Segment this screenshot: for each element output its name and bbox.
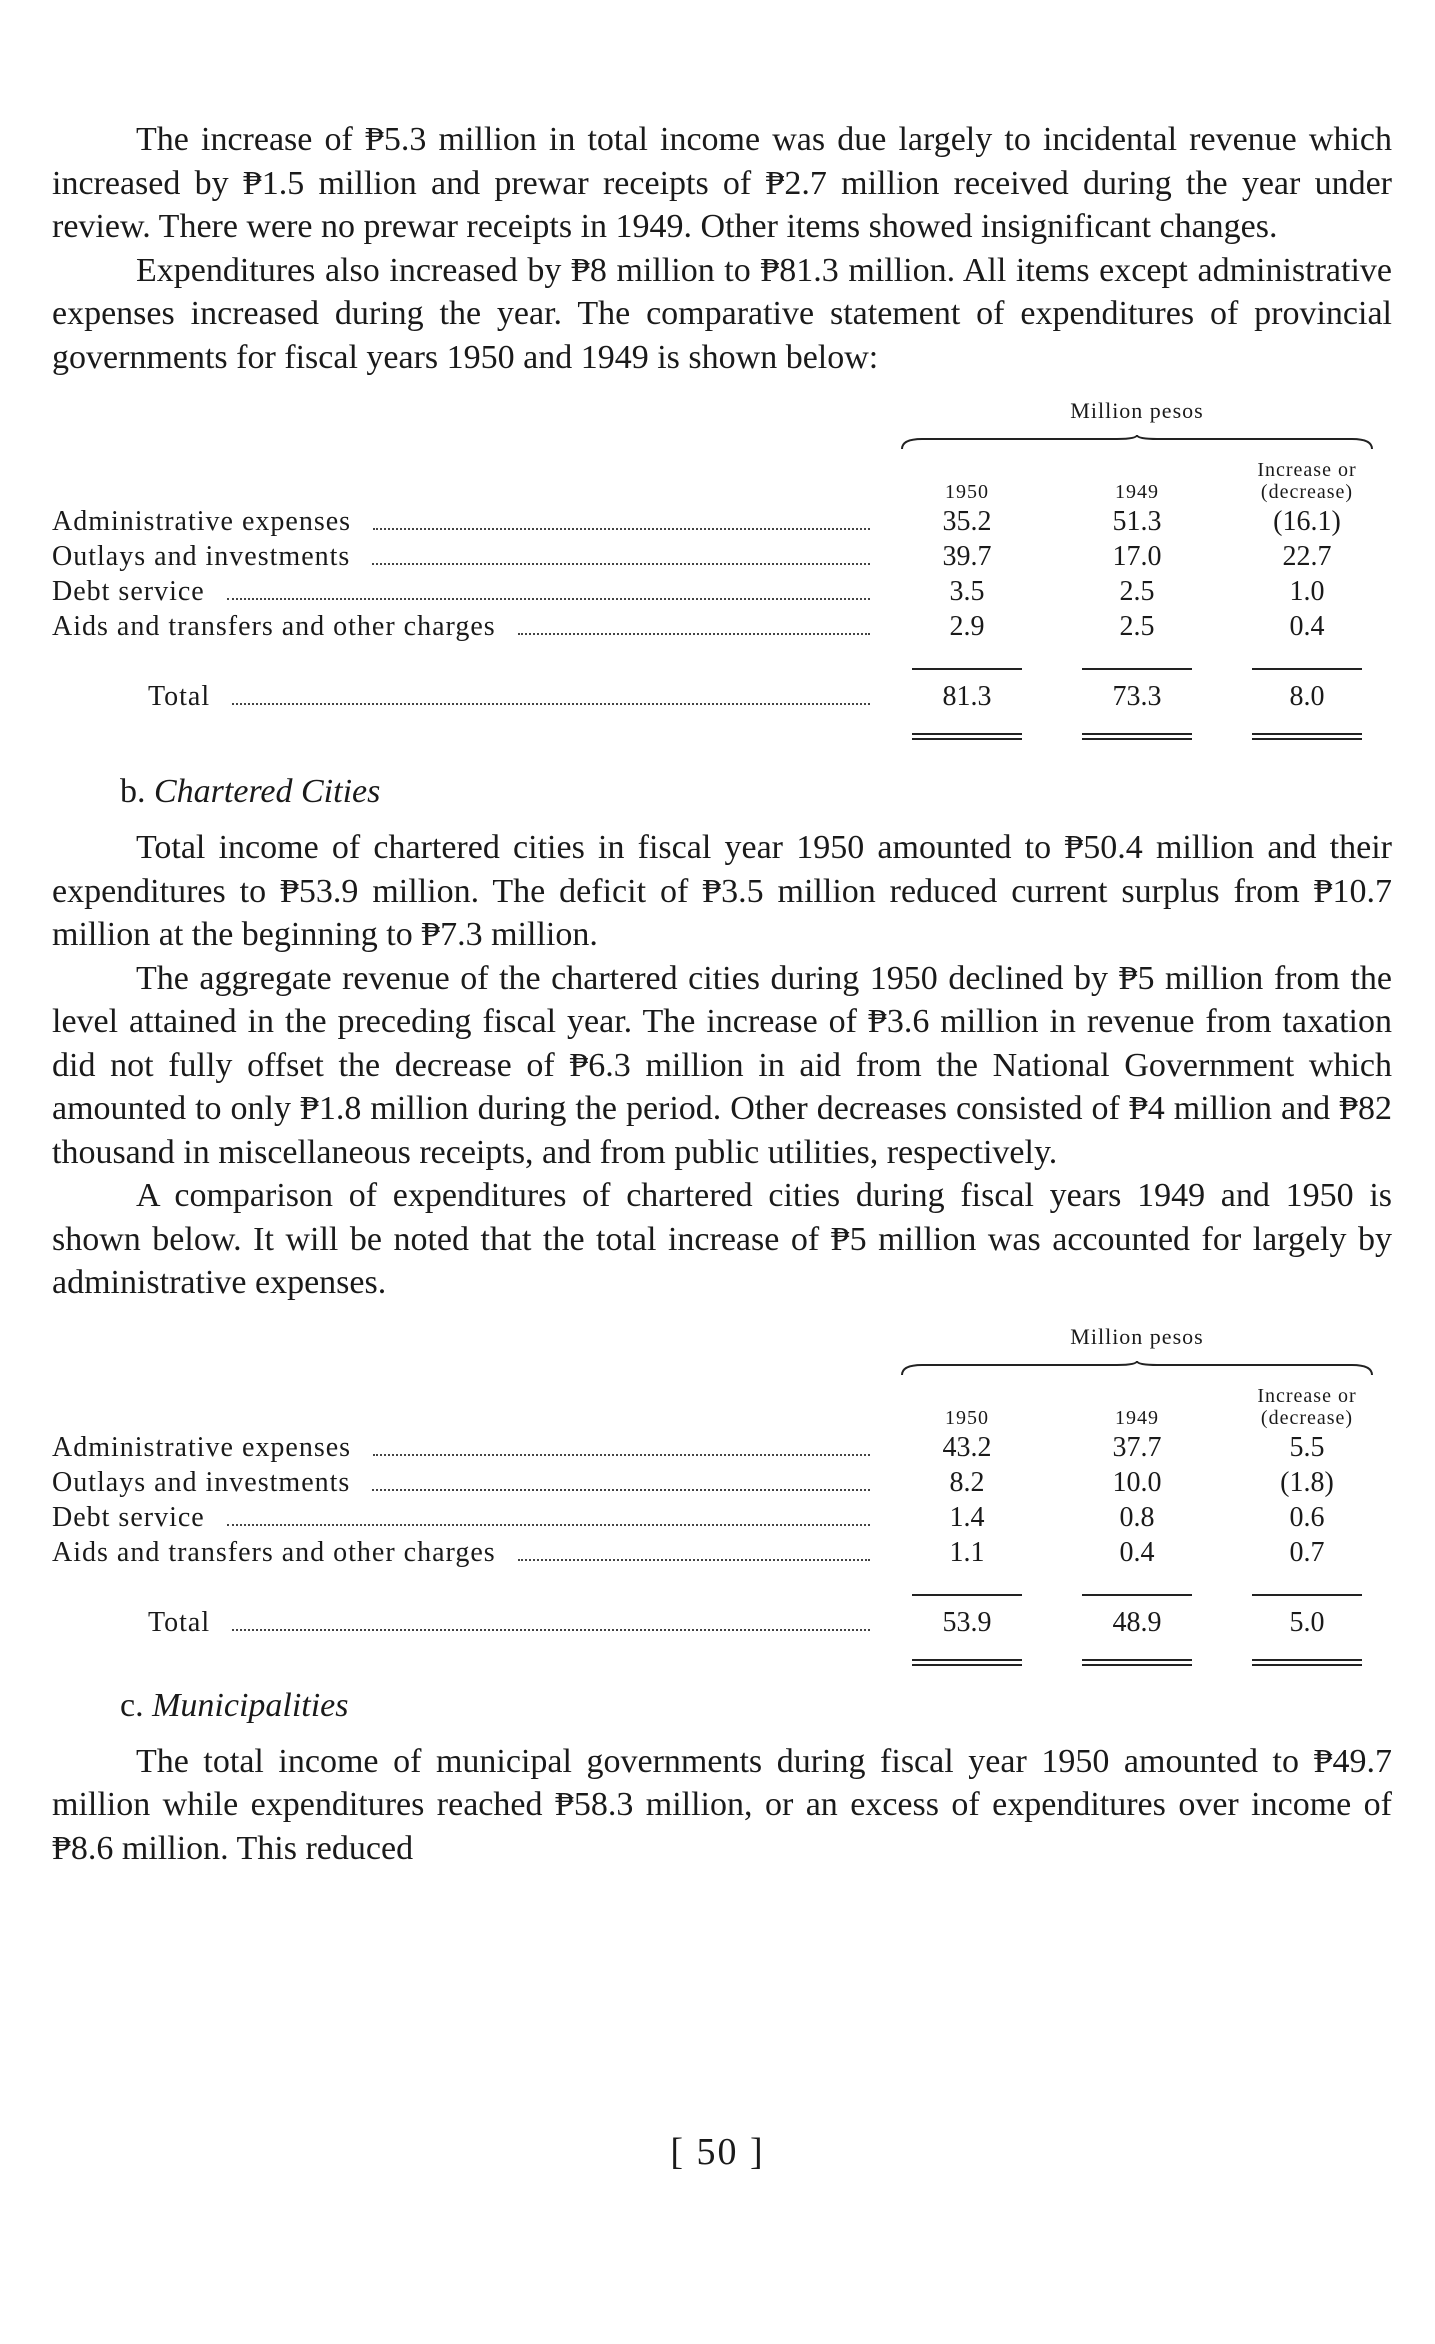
double-rule <box>1252 733 1362 740</box>
section-title: Chartered Cities <box>154 773 381 810</box>
value-change: 1.0 <box>1289 576 1325 607</box>
value-change: 0.6 <box>1289 1501 1325 1533</box>
paragraph: Total income of chartered cities in fiscal year 1950 amounted to ₱50.4 million and their expenditures to ₱53.9 million. The deficit of ₱3.5 million reduced current surplus from ₱10.7 million at the beginning to ₱7.3 million. <box>52 829 1392 953</box>
column-header-1950: 1950 <box>945 1406 989 1429</box>
total-row <box>52 678 1392 713</box>
subtotal-rule <box>912 1594 1022 1596</box>
value-1949: 0.8 <box>1119 1501 1155 1533</box>
value-1950: 35.2 <box>942 506 992 537</box>
column-header-change-line1: Increase or <box>1257 1384 1357 1407</box>
column-header-change-line2: (decrease) <box>1260 481 1354 503</box>
table-row <box>52 503 1392 538</box>
value-change: (16.1) <box>1273 506 1341 537</box>
section-letter: b. <box>120 773 146 810</box>
value-1950: 3.5 <box>949 576 985 607</box>
table-caption: Million pesos <box>1070 398 1204 423</box>
table-row <box>52 538 1392 573</box>
column-header-1949: 1949 <box>1115 1406 1159 1429</box>
double-rule <box>912 733 1022 740</box>
total-1949: 73.3 <box>1112 681 1162 712</box>
table-row <box>52 1534 1392 1569</box>
row-label: Administrative expenses <box>52 1432 361 1464</box>
row-label: Administrative expenses <box>52 506 361 538</box>
paragraph: The aggregate revenue of the chartered cities during 1950 declined by ₱5 million from the level attained in the preceding fiscal year. The increase of ₱3.6 million in revenue from taxation did not fully offset the decrease of ₱6.3 million in aid from the National Government which amounted to only ₱1.8 million during the period. Other decreases consisted of ₱4 million and ₱82 thousand in miscellaneous receipts, and from public utilities, respectively. <box>52 959 1392 1171</box>
provincial-expenditures-table <box>52 389 1392 748</box>
value-1949: 17.0 <box>1112 541 1162 572</box>
total-1950: 53.9 <box>942 1606 992 1638</box>
paragraph: The increase of ₱5.3 million in total income was due largely to incidental revenue which increased by ₱1.5 million and prewar receipts of ₱2.7 million received during the year under review. There were no prewar receipts in 1949. Other items showed insignificant changes. <box>52 121 1392 245</box>
subtotal-rule <box>1082 1594 1192 1596</box>
total-1950: 81.3 <box>942 681 992 712</box>
double-rule <box>912 1659 1022 1666</box>
column-brace <box>882 1350 1392 1385</box>
section-letter: c. <box>120 1686 144 1724</box>
row-label: Outlays and investments <box>52 1467 360 1499</box>
value-1949: 2.5 <box>1119 611 1155 642</box>
value-change: (1.8) <box>1280 1466 1334 1498</box>
paragraph: A comparison of expenditures of chartered cities during fiscal years 1949 and 1950 is shown below. It will be noted that the total increase of ₱5 million was accounted for largely by administrative expenses. <box>52 1177 1392 1301</box>
page-number: [ 50 ] <box>670 2131 765 2173</box>
section-heading-b <box>120 770 1392 814</box>
value-change: 22.7 <box>1282 541 1332 572</box>
total-change: 5.0 <box>1289 1606 1325 1638</box>
table-row <box>52 608 1392 643</box>
chartered-cities-expenditures-table <box>52 1315 1392 1674</box>
page-body <box>52 118 1392 1870</box>
column-header-1949: 1949 <box>1115 481 1159 503</box>
row-label: Aids and transfers and other charges <box>52 1537 506 1569</box>
value-change: 5.5 <box>1289 1431 1325 1463</box>
table-caption: Million pesos <box>1070 1323 1204 1349</box>
double-rule <box>1082 733 1192 740</box>
subtotal-rule <box>1082 668 1192 670</box>
value-1949: 51.3 <box>1112 506 1162 537</box>
section-title: Municipalities <box>152 1686 349 1724</box>
section-heading-c <box>120 1684 1392 1728</box>
subtotal-rule <box>1252 668 1362 670</box>
column-header-change <box>1222 1385 1392 1429</box>
table-row <box>52 1464 1392 1499</box>
value-1949: 2.5 <box>1119 576 1155 607</box>
table-row <box>52 1499 1392 1534</box>
column-brace <box>882 424 1392 459</box>
value-1949: 0.4 <box>1119 1536 1155 1568</box>
subtotal-rule <box>912 668 1022 670</box>
double-rule <box>1252 1659 1362 1666</box>
column-header-change-line2: (decrease) <box>1260 1406 1354 1429</box>
value-1950: 1.4 <box>949 1501 985 1533</box>
value-1950: 43.2 <box>942 1431 992 1463</box>
table-row <box>52 1429 1392 1464</box>
value-1949: 10.0 <box>1112 1466 1162 1498</box>
row-label: Debt service <box>52 1502 215 1534</box>
value-1950: 39.7 <box>942 541 992 572</box>
value-1949: 37.7 <box>1112 1431 1162 1463</box>
double-rule <box>1082 1659 1192 1666</box>
total-change: 8.0 <box>1289 681 1325 712</box>
column-header-change <box>1222 459 1392 503</box>
value-change: 0.7 <box>1289 1536 1325 1568</box>
row-label: Aids and transfers and other charges <box>52 611 506 643</box>
total-label: Total <box>148 1607 220 1639</box>
row-label: Debt service <box>52 576 215 608</box>
column-header-1950: 1950 <box>945 481 989 503</box>
column-header-change-line1: Increase or <box>1257 459 1357 481</box>
table-row <box>52 573 1392 608</box>
row-label: Outlays and investments <box>52 541 360 573</box>
subtotal-rule <box>1252 1594 1362 1596</box>
value-1950: 1.1 <box>949 1536 985 1568</box>
value-1950: 2.9 <box>949 611 985 642</box>
total-row <box>52 1604 1392 1639</box>
total-label: Total <box>148 681 220 713</box>
value-change: 0.4 <box>1289 611 1325 642</box>
value-1950: 8.2 <box>949 1466 985 1498</box>
total-1949: 48.9 <box>1112 1606 1162 1638</box>
paragraph: The total income of municipal governments during fiscal year 1950 amounted to ₱49.7 million while expenditures reached ₱58.3 million, or an excess of expenditures over income of ₱8.6 million. This reduced <box>52 1742 1392 1867</box>
paragraph: Expenditures also increased by ₱8 million to ₱81.3 million. All items except administrative expenses increased during the year. The comparative statement of expenditures of provincial governments for fiscal years 1950 and 1949 is shown below: <box>52 251 1392 376</box>
